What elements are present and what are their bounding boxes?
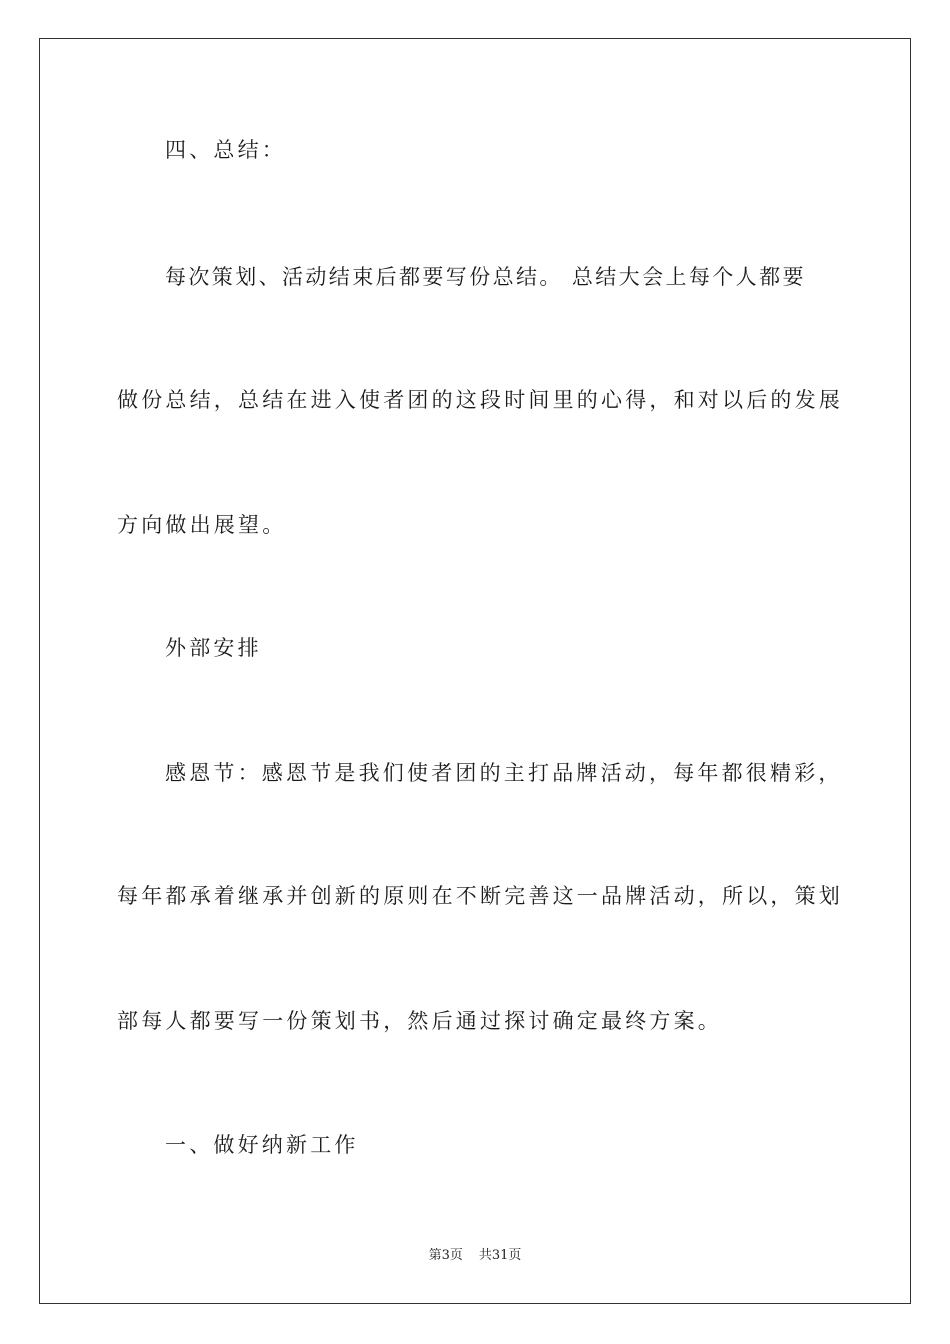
paragraph-line: 每次策划、活动结束后都要写份总结。 总结大会上每个人都要 <box>165 265 806 289</box>
paragraph-line: 做份总结，总结在进入使者团的这段时间里的心得，和对以后的发展 <box>117 388 843 412</box>
total-pages: 共31页 <box>478 1248 522 1263</box>
section-heading-summary: 四、总结： <box>165 138 286 162</box>
page-number: 第3页 <box>428 1248 463 1263</box>
paragraph-line: 每年都承着继承并创新的原则在不断完善这一品牌活动，所以，策划 <box>117 884 843 908</box>
paragraph-line: 感恩节：感恩节是我们使者团的主打品牌活动，每年都很精彩， <box>165 761 843 785</box>
page-border <box>39 38 911 1304</box>
section-heading-recruitment: 一、做好纳新工作 <box>165 1133 359 1157</box>
page-footer <box>0 1247 950 1265</box>
section-heading-external: 外部安排 <box>165 636 262 660</box>
paragraph-line: 部每人都要写一份策划书，然后通过探讨确定最终方案。 <box>117 1009 722 1033</box>
paragraph-line: 方向做出展望。 <box>117 513 287 537</box>
